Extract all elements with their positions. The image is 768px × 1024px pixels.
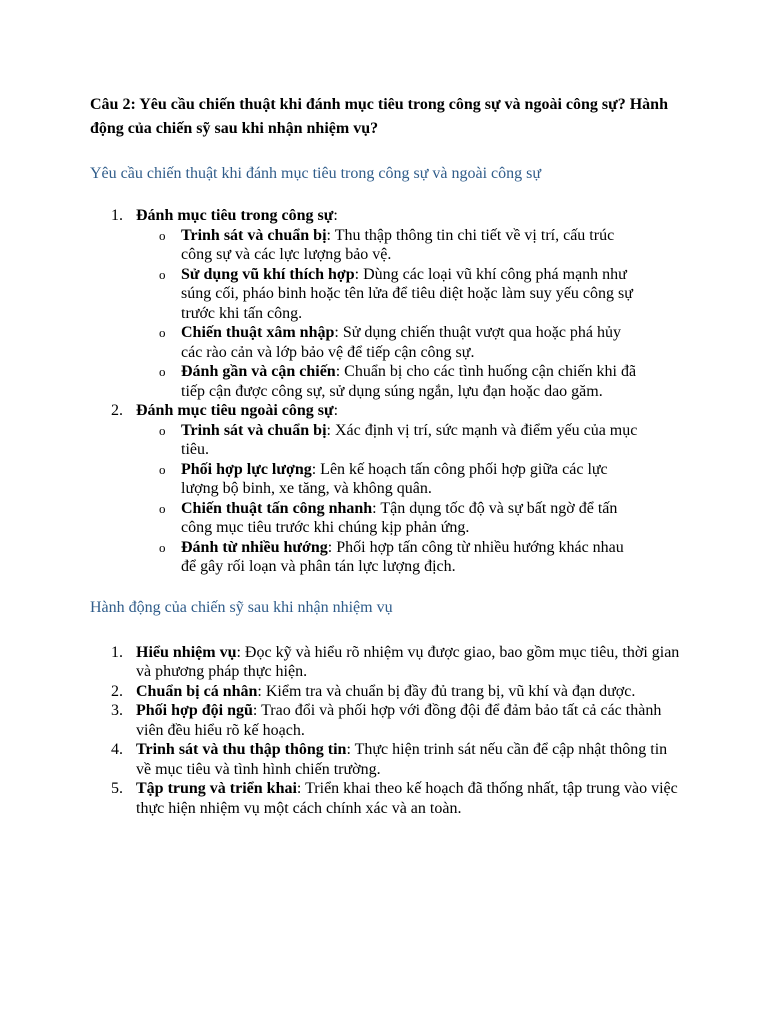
- sub-list-item: [136, 226, 639, 265]
- section-heading-tactics: Yêu cầu chiến thuật khi đánh mục tiêu trong công sự và ngoài công sự: [90, 165, 542, 182]
- list-number: 2.: [111, 682, 123, 700]
- list-item-text: : Kiểm tra và chuẩn bị đầy đủ trang bị, vũ khí và đạn dược.: [257, 682, 636, 700]
- list-item-colon: :: [333, 402, 339, 419]
- bullet-marker: o: [159, 325, 166, 340]
- actions-list: [90, 643, 678, 819]
- list-item-title: Đánh mục tiêu ngoài công sự: [136, 402, 334, 419]
- sub-item-term: Chiến thuật tấn công nhanh: [181, 499, 373, 517]
- sub-list-item: [136, 323, 639, 362]
- bullet-marker: o: [159, 539, 166, 555]
- list-item-text: : Thực hiện trinh sát nếu cần để cập nhật thông tin về mục tiêu và tình hình chiến trường.: [136, 741, 668, 778]
- list-item-term: Phối hợp đội ngũ: [136, 702, 253, 719]
- sub-item-term: Trinh sát và chuẩn bị: [181, 226, 327, 244]
- list-item-term: Tập trung và triển khai: [136, 780, 297, 797]
- sub-item-term: Trinh sát và chuẩn bị: [181, 421, 327, 439]
- sub-item-term: Phối hợp lực lượng: [181, 460, 312, 478]
- bullet-marker: o: [159, 461, 166, 477]
- bullet-marker: o: [159, 227, 166, 243]
- sub-item-text: : Xác định vị trí, sức mạnh và điểm yếu của mục tiêu.: [181, 421, 638, 458]
- sub-list-item: [136, 538, 639, 577]
- list-number: 4.: [111, 741, 123, 758]
- section-heading-actions: Hành động của chiến sỹ sau khi nhận nhiệm vụ: [90, 598, 393, 616]
- list-number: 5.: [111, 780, 123, 797]
- sub-item-text: : Thu thập thông tin chi tiết về vị trí, cấu trúc công sự và các lực lượng bảo vệ.: [181, 226, 615, 263]
- list-item: [90, 701, 682, 740]
- sub-item-text: : Lên kế hoạch tấn công phối hợp giữa các lực lượng bộ binh, xe tăng, và không quân.: [181, 460, 608, 497]
- list-item-term: Chuẩn bị cá nhân: [136, 682, 258, 700]
- sub-list: [136, 421, 682, 577]
- list-item-term: Hiểu nhiệm vụ: [136, 643, 237, 661]
- bullet-marker: o: [159, 422, 166, 438]
- list-item: [90, 740, 682, 779]
- list-item-text: : Trao đổi và phối hợp với đồng đội để đảm bảo tất cả các thành viên đều hiểu rõ kế hoạch.: [136, 702, 662, 739]
- sub-item-term: Đánh từ nhiều hướng: [181, 538, 328, 556]
- sub-item-text: : Chuẩn bị cho các tình huống cận chiến khi đã tiếp cận được công sự, sử dụng súng ngắn, lựu đạn hoặc dao găm.: [181, 363, 637, 400]
- list-number: 3.: [111, 702, 123, 719]
- sub-item-term: Chiến thuật xâm nhập: [181, 324, 335, 341]
- sub-item-text: : Phối hợp tấn công từ nhiều hướng khác nhau để gây rối loạn và phân tán lực lượng địch.: [181, 538, 624, 575]
- sub-item-text: : Sử dụng chiến thuật vượt qua hoặc phá hủy các rào cản và lớp bảo vệ để tiếp cận công sự.: [181, 324, 622, 361]
- sub-item-text: : Tận dụng tốc độ và sự bất ngờ để tấn công mục tiêu trước khi chúng kịp phản ứng.: [181, 499, 618, 536]
- sub-item-text: : Dùng các loại vũ khí công phá mạnh như súng cối, pháo binh hoặc tên lửa để tiêu diệt hoặc làm suy yếu công sự trước khi tấn công.: [181, 265, 633, 322]
- list-number: 1.: [111, 643, 123, 661]
- bullet-marker: o: [159, 364, 166, 379]
- list-item-term: Trinh sát và thu thập thông tin: [136, 741, 347, 758]
- list-item-title: Đánh mục tiêu trong công sự: [136, 207, 334, 224]
- list-item-text: : Triển khai theo kế hoạch đã thống nhất, tập trung vào việc thực hiện nhiệm vụ một cách chính xác và an toàn.: [136, 780, 678, 817]
- sub-item-term: Đánh gần và cận chiến: [181, 363, 336, 380]
- list-item: [90, 206, 682, 401]
- list-number: 1.: [111, 207, 123, 224]
- sub-list: [136, 226, 682, 402]
- list-item-colon: :: [333, 207, 338, 224]
- bullet-marker: o: [159, 266, 166, 282]
- sub-list-item: [136, 460, 639, 499]
- sub-item-term: Sử dụng vũ khí thích hợp: [181, 265, 355, 283]
- sub-list-item: [136, 499, 639, 538]
- list-item: [90, 682, 682, 702]
- sub-list-item: [136, 265, 639, 324]
- sub-list-item: [136, 362, 639, 401]
- question-heading: Câu 2: Yêu cầu chiến thuật khi đánh mục tiêu trong công sự và ngoài công sự? Hành động của chiến sỹ sau khi nhận nhiệm vụ?: [90, 96, 668, 137]
- list-number: 2.: [111, 402, 123, 419]
- tactics-list: [90, 206, 678, 577]
- bullet-marker: o: [159, 500, 166, 516]
- list-item: [90, 401, 682, 577]
- list-item: [90, 779, 682, 818]
- sub-list-item: [136, 421, 639, 460]
- list-item-text: : Đọc kỹ và hiểu rõ nhiệm vụ được giao, bao gồm mục tiêu, thời gian và phương pháp thực hiện.: [136, 643, 680, 680]
- list-item: [90, 643, 682, 682]
